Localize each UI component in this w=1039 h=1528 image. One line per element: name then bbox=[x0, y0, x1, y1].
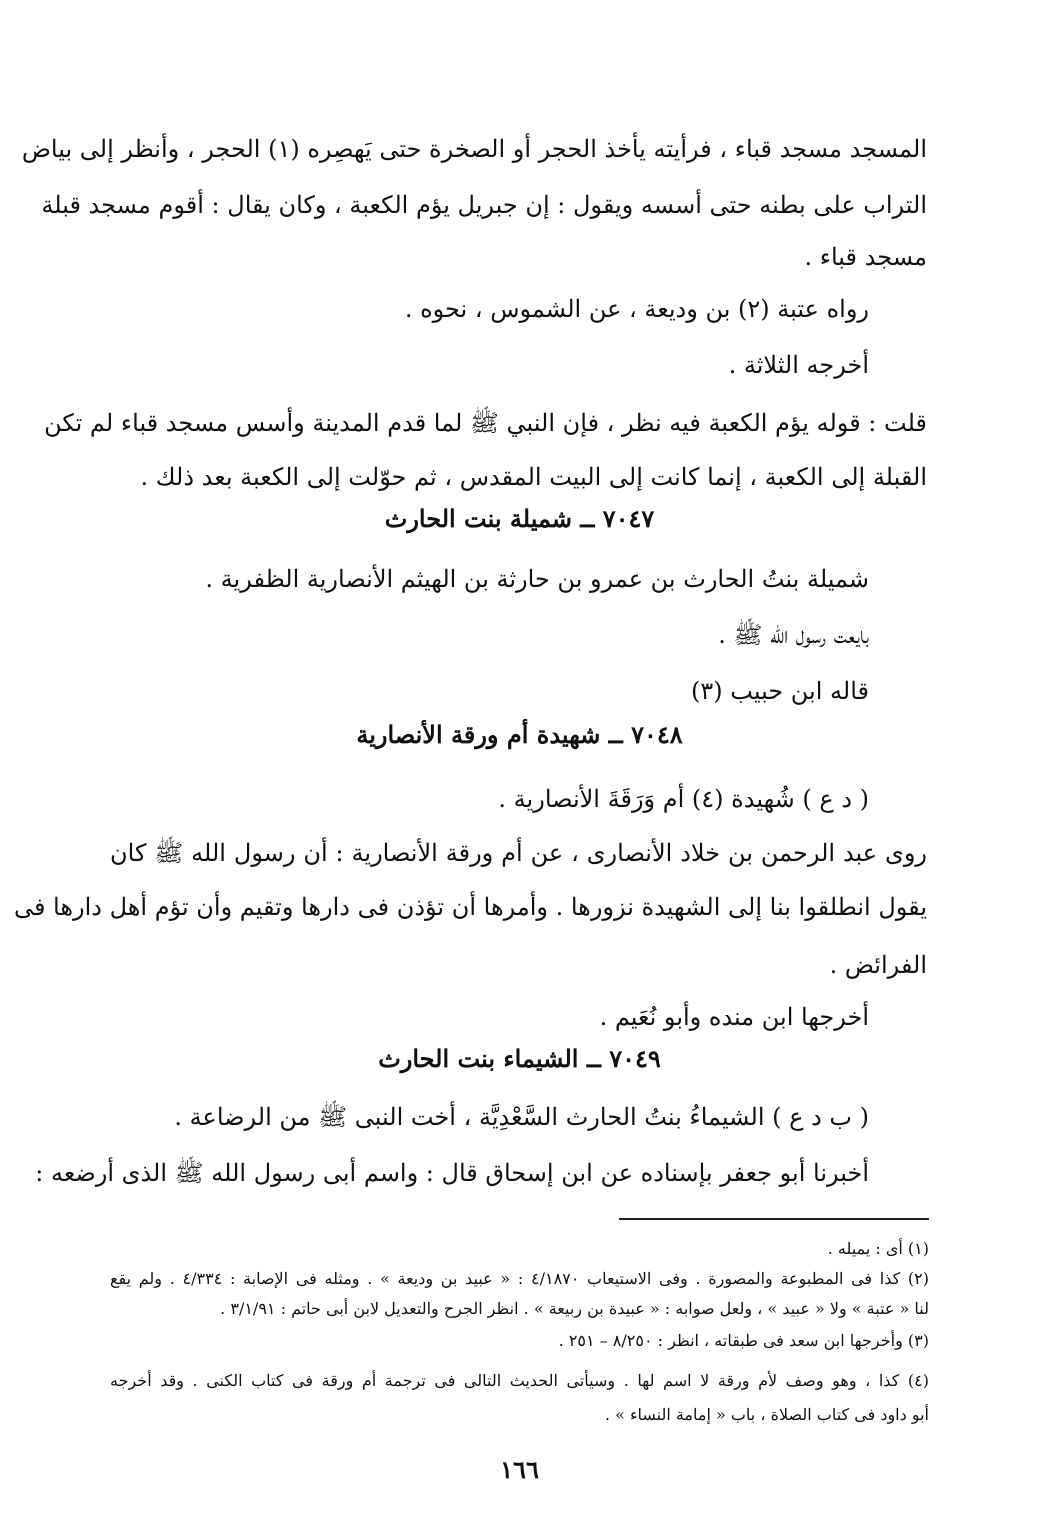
entry-line: بايعت رسول الله ﷺ . bbox=[718, 621, 869, 649]
footnote: (٤) كذا ، وهو وصف لأم ورقة لا اسم لها . وسيأتى الحديث التالى فى ترجمة أم ورقة فى كتاب الكنى . وقد أخرجه bbox=[110, 1371, 929, 1390]
entry-heading: ٧٠٤٧ ــ شميلة بنت الحارث bbox=[384, 504, 655, 533]
footnote: (٢) كذا فى المطبوعة والمصورة . وفى الاستيعاب ٤/١٨٧٠ : « عبيد بن وديعة » . ومثله فى الإصابة : ٤/٣٣٤ . ولم يقع bbox=[110, 1269, 930, 1288]
footnote: (١) أى : يميله . bbox=[827, 1239, 929, 1258]
entry-heading: ٧٠٤٩ ــ الشيماء بنت الحارث bbox=[378, 1044, 661, 1073]
entry-line: أخرجها ابن منده وأبو نُعَيم . bbox=[599, 1003, 869, 1031]
entry-heading: ٧٠٤٨ ــ شهيدة أم ورقة الأنصارية bbox=[356, 720, 683, 749]
footnote-divider bbox=[619, 1218, 929, 1220]
entry-line: ( د ع ) شُهيدة (٤) أم وَرَقَةَ الأنصارية . bbox=[498, 785, 869, 813]
entry-line: الفرائض . bbox=[829, 951, 927, 979]
entry-line: يقول انطلقوا بنا إلى الشهيدة نزورها . وأمرها أن تؤذن فى دارها وتقيم وأن تؤم أهل دارها فى bbox=[13, 893, 927, 921]
body-line: المسجد مسجد قباء ، فرأيته يأخذ الحجر أو الصخرة حتى يَهصِره (١) الحجر ، وأنظر إلى بياض bbox=[21, 135, 927, 163]
body-line: أخرجه الثلاثة . bbox=[728, 351, 869, 379]
footnote: (٣) وأخرجها ابن سعد فى طبقاته ، انظر : ٨/٢٥٠ – ٢٥١ . bbox=[558, 1331, 929, 1350]
entry-line: روى عبد الرحمن بن خلاد الأنصارى ، عن أم ورقة الأنصارية : أن رسول الله ﷺ كان bbox=[110, 839, 927, 867]
entry-line: أخبرنا أبو جعفر بإسناده عن ابن إسحاق قال : واسم أبى رسول الله ﷺ الذى أرضعه : bbox=[35, 1159, 869, 1187]
footnote: أبو داود فى كتاب الصلاة ، باب « إمامة النساء » . bbox=[604, 1405, 929, 1424]
body-line: القبلة إلى الكعبة ، إنما كانت إلى البيت المقدس ، ثم حوّلت إلى الكعبة بعد ذلك . bbox=[140, 463, 927, 491]
body-line: التراب على بطنه حتى أسسه ويقول : إن جبريل يؤم الكعبة ، وكان يقال : أقوم مسجد قبلة bbox=[41, 191, 927, 219]
body-line: رواه عتبة (٢) بن وديعة ، عن الشموس ، نحوه . bbox=[404, 295, 869, 323]
body-line: قلت : قوله يؤم الكعبة فيه نظر ، فإن النبي ﷺ لما قدم المدينة وأسس مسجد قباء لم تكن bbox=[44, 409, 927, 437]
page-number: ١٦٦ bbox=[500, 1455, 539, 1484]
entry-line: قاله ابن حبيب (٣) bbox=[691, 677, 869, 705]
footnote: لنا « عتبة » ولا « عبيد » ، ولعل صوابه : « عبيدة بن ربيعة » . انظر الجرح والتعديل لابن أبى حاتم : ٣/١/٩١ . bbox=[220, 1299, 929, 1318]
body-line: مسجد قباء . bbox=[804, 243, 927, 271]
entry-line: ( ب د ع ) الشيماءُ بنتُ الحارث السَّعْدِيَّة ، أخت النبى ﷺ من الرضاعة . bbox=[174, 1103, 869, 1131]
entry-line: شميلة بنتُ الحارث بن عمرو بن حارثة بن الهيثم الأنصارية الظفرية . bbox=[205, 565, 869, 593]
